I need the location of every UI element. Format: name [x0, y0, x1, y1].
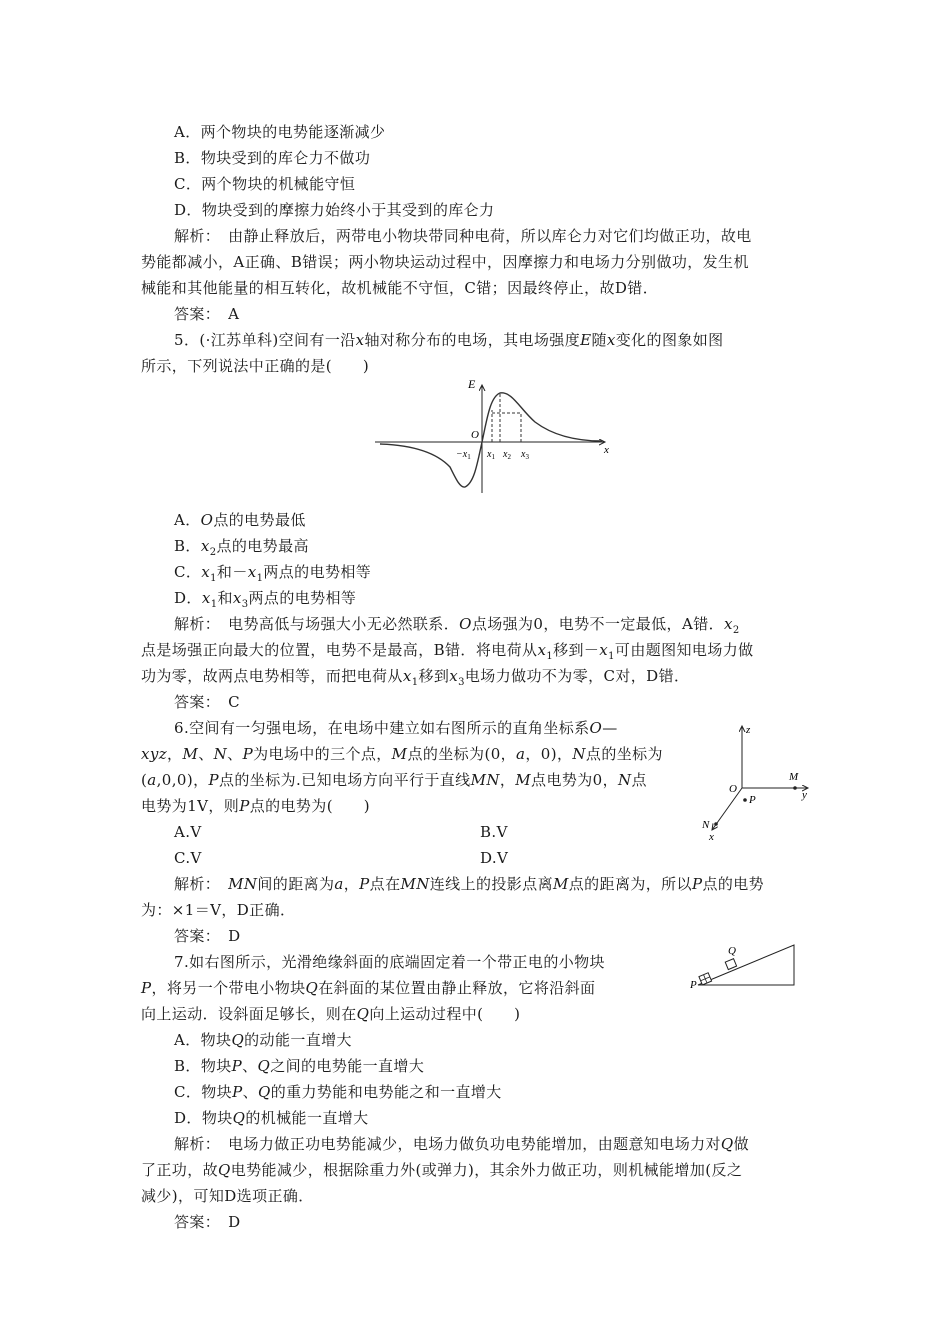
q5-e-field-graph — [370, 375, 620, 500]
q6-option-d: D.V — [480, 849, 509, 867]
tick-x1: $x_1$ — [487, 449, 495, 461]
label-n: N — [702, 819, 710, 831]
q5-answer: 答案： C — [174, 693, 240, 711]
tick-neg-x1: $-x_1$ — [456, 449, 471, 461]
axis-label-x: x — [604, 444, 609, 456]
q7-option-c: C．物块P、Q的重力势能和电势能之和一直增大 — [174, 1083, 502, 1101]
label-m: M — [789, 771, 799, 783]
q4-option-a: A．两个物块的电势能逐渐减少 — [174, 123, 386, 141]
q6-analysis-line-1: 解析： MN间的距离为a，P点在MN连线上的投影点离M点的距离为，所以P点的电势 — [174, 875, 765, 893]
block-q — [725, 959, 736, 970]
q4-analysis-line-2: 势能都减小，A正确、B错误；两小物块运动过程中，因摩擦力和电场力分别做功，发生机 — [141, 253, 749, 271]
q7-option-a: A．物块Q的动能一直增大 — [174, 1031, 352, 1049]
q6-stem-line-3: (a,0,0)，P点的坐标为.已知电场方向平行于直线MN，M点电势为0，N点 — [141, 771, 647, 789]
point-m — [793, 786, 797, 790]
q6-option-c: C.V — [174, 849, 202, 867]
point-n — [714, 822, 718, 826]
q5-stem-line-2: 所示，下列说法中正确的是( ) — [141, 357, 370, 375]
q6-answer: 答案： D — [174, 927, 241, 945]
q6-analysis-line-2: 为：×1＝V，D正确． — [141, 901, 296, 919]
q7-analysis-line-3: 减少)，可知D选项正确． — [141, 1187, 314, 1205]
q5-option-d: D．$x_1$和$x_3$两点的电势相等 — [174, 589, 357, 610]
incline — [698, 945, 794, 985]
q7-stem-line-3: 向上运动．设斜面足够长，则在Q向上运动过程中( ) — [141, 1005, 521, 1023]
origin-label: O — [471, 429, 479, 441]
q7-option-b: B．物块P、Q之间的电势能一直增大 — [174, 1057, 425, 1075]
label-o: O — [729, 783, 737, 795]
q4-option-c: C．两个物块的机械能守恒 — [174, 175, 356, 193]
q7-stem-line-1: 7.如右图所示，光滑绝缘斜面的底端固定着一个带正电的小物块 — [174, 953, 605, 971]
tick-x2: $x_2$ — [503, 449, 511, 461]
q4-answer: 答案： A — [174, 305, 240, 323]
tick-x3: $x_3$ — [521, 449, 529, 461]
label-p: P — [690, 979, 697, 990]
q5-option-b: B．$x_2$点的电势最高 — [174, 537, 309, 558]
q6-coordinate-figure — [690, 718, 820, 843]
q5-analysis-line-2: 点是场强正向最大的位置，电势不是最高，B错．将电荷从$x_1$移到$-x_1$可由题图知电场力做 — [141, 641, 754, 662]
label-z: z — [746, 724, 751, 736]
q5-analysis-line-1: 解析： 电势高低与场强大小无必然联系．O点场强为0，电势不一定最低，A错．$x_2$ — [174, 615, 740, 636]
q5-option-c: C．$x_1$和$-x_1$两点的电势相等 — [174, 563, 372, 584]
q5-analysis-line-3: 功为零，故两点电势相等，而把电荷从$x_1$移到$x_3$电场力做功不为零，C对，D错． — [141, 667, 690, 688]
q4-option-b: B．物块受到的库仑力不做功 — [174, 149, 371, 167]
q7-incline-figure — [690, 940, 805, 990]
label-p: P — [749, 794, 756, 806]
q7-answer: 答案： D — [174, 1213, 241, 1231]
q6-option-a: A.V — [174, 823, 202, 841]
q7-stem-line-2: P，将另一个带电小物块Q在斜面的某位置由静止释放，它将沿斜面 — [141, 979, 596, 997]
q5-option-a: A．O点的电势最低 — [174, 511, 306, 529]
q6-stem-line-4: 电势为1V，则P点的电势为( ) — [141, 797, 370, 815]
label-q: Q — [728, 945, 736, 957]
q7-option-d: D．物块Q的机械能一直增大 — [174, 1109, 369, 1127]
q7-analysis-line-2: 了正功，故Q电势能减少，根据除重力外(或弹力)，其余外力做正功，则机械能增加(反之 — [141, 1161, 743, 1179]
q7-analysis-line-1: 解析： 电场力做正功电势能减少，电场力做负功电势能增加，由题意知电场力对Q做 — [174, 1135, 750, 1153]
label-y: y — [802, 789, 807, 801]
q4-analysis-line-3: 械能和其他能量的相互转化，故机械能不守恒，C错；因最终停止，故D错． — [141, 279, 659, 297]
point-p — [743, 798, 747, 802]
q5-stem-line-1: 5．(·江苏单科)空间有一沿x轴对称分布的电场，其电场强度E随x变化的图象如图 — [174, 331, 724, 349]
q6-option-b: B.V — [480, 823, 508, 841]
q4-option-d: D．物块受到的摩擦力始终小于其受到的库仑力 — [174, 201, 495, 219]
axis-label-e: E — [468, 377, 476, 391]
label-x: x — [709, 831, 714, 843]
q6-stem-line-2: xyz，M、N、P为电场中的三个点，M点的坐标为(0，a，0)，N点的坐标为 — [141, 745, 663, 763]
q6-stem-line-1: 6.空间有一匀强电场，在电场中建立如右图所示的直角坐标系O— — [174, 719, 618, 737]
e-curve — [380, 393, 602, 487]
q4-analysis-line-1: 解析： 由静止释放后，两带电小物块带同种电荷，所以库仑力对它们均做正功，故电 — [174, 227, 752, 245]
